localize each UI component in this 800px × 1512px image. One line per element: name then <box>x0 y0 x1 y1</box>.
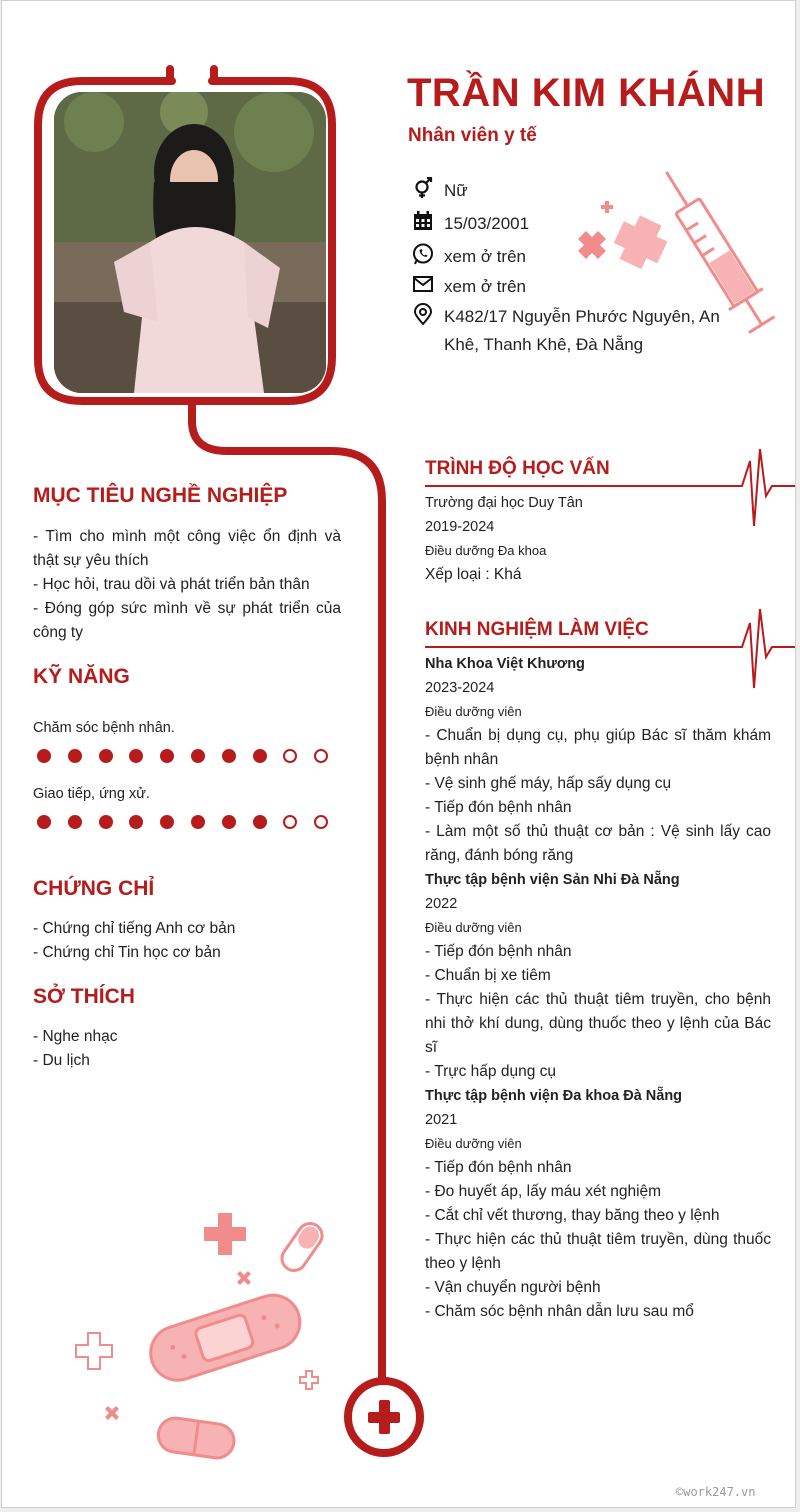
job-duty: - Thực hiện các thủ thuật tiêm truyền, dùng thuốc theo y lệnh <box>425 1231 771 1272</box>
job-company: Nha Khoa Việt Khương <box>425 656 585 672</box>
skill-dot <box>68 815 82 829</box>
certificate-line: - Chứng chỉ Tin học cơ bản <box>33 944 221 961</box>
education-major: Điều dưỡng Đa khoa <box>425 543 547 558</box>
hobbies-text <box>33 1025 341 1073</box>
skill-dot <box>222 815 236 829</box>
skill-dot <box>222 749 236 763</box>
watermark: ©work247.vn <box>676 1485 756 1499</box>
mail-icon <box>412 273 434 295</box>
education-grade: Xếp loại : Khá <box>425 566 522 583</box>
skill-rating <box>37 749 345 769</box>
location-icon <box>412 303 434 325</box>
skill-dot <box>253 749 267 763</box>
skill-dot <box>314 749 328 763</box>
job-years: 2023-2024 <box>425 680 495 696</box>
skill-dot <box>68 749 82 763</box>
dob-value: 15/03/2001 <box>444 214 530 233</box>
skill-name: Giao tiếp, ứng xử. <box>33 786 150 802</box>
job-duty: - Thực hiện các thủ thuật tiêm truyền, cho bệnh nhi thở khí dung, dùng thuốc theo y lệnh của Bác sĩ <box>425 991 771 1056</box>
decor-bottom-left <box>76 1213 327 1460</box>
education-heading: TRÌNH ĐỘ HỌC VẤN <box>425 458 610 479</box>
email-value[interactable]: xem ở trên <box>444 277 527 296</box>
certificate-line: - Chứng chỉ tiếng Anh cơ bản <box>33 920 236 937</box>
cv-page <box>1 0 796 1508</box>
skill-dot <box>160 815 174 829</box>
gender-icon <box>412 177 434 199</box>
experience-block <box>425 652 771 1324</box>
objective-line: - Đóng góp sức mình về sự phát triển của công ty <box>33 600 341 641</box>
skill-dot <box>253 815 267 829</box>
bandage-icon <box>144 1288 307 1387</box>
avatar <box>54 92 326 393</box>
phone-icon <box>412 243 434 265</box>
job-role: Điều dưỡng viên <box>425 1136 522 1151</box>
objective-line: - Học hỏi, trau dồi và phát triển bản thân <box>33 576 310 593</box>
hobby-line: - Nghe nhạc <box>33 1028 118 1045</box>
job-duty: - Cắt chỉ vết thương, thay băng theo y lệnh <box>425 1207 720 1224</box>
objective-line: - Tìm cho mình một công việc ổn định và thật sự yêu thích <box>33 528 341 569</box>
job-title: Nhân viên y tế <box>408 125 537 146</box>
job-years: 2021 <box>425 1112 458 1128</box>
job-duty: - Chuẩn bị xe tiêm <box>425 967 551 984</box>
certificates-text <box>33 917 341 965</box>
job-duty: - Tiếp đón bệnh nhân <box>425 799 572 816</box>
experience-heading: KINH NGHIỆM LÀM VIỆC <box>425 619 649 640</box>
job-duty: - Đo huyết áp, lấy máu xét nghiệm <box>425 1183 662 1200</box>
skill-dot <box>99 815 113 829</box>
medical-cross-icon <box>348 1381 420 1453</box>
skill-dot <box>191 749 205 763</box>
job-years: 2022 <box>425 896 458 912</box>
skill-dot <box>314 815 328 829</box>
job-duty: - Chuẩn bị dụng cụ, phụ giúp Bác sĩ thăm khám bệnh nhân <box>425 727 771 768</box>
person-name: TRẦN KIM KHÁNH <box>407 71 766 115</box>
job-company: Thực tập bệnh viện Sản Nhi Đà Nẵng <box>425 872 680 888</box>
address-value: K482/17 Nguyễn Phước Nguyên, An Khê, Thanh Khê, Đà Nẵng <box>444 307 720 354</box>
job-duty: - Trực hấp dụng cụ <box>425 1063 557 1080</box>
job-duty: - Vận chuyển người bệnh <box>425 1279 601 1296</box>
job-duty: - Làm một số thủ thuật cơ bản : Vệ sinh lấy cao răng, đánh bóng răng <box>425 823 771 864</box>
skills-heading: KỸ NĂNG <box>33 665 130 688</box>
skill-dot <box>99 749 113 763</box>
skill-dot <box>191 815 205 829</box>
hobby-line: - Du lịch <box>33 1052 90 1069</box>
skill-name: Chăm sóc bệnh nhân. <box>33 720 175 736</box>
skill-dot <box>37 749 51 763</box>
skill-dot <box>129 749 143 763</box>
job-company: Thực tập bệnh viện Đa khoa Đà Nẵng <box>425 1088 683 1104</box>
skill-dot <box>129 815 143 829</box>
objective-heading: MỤC TIÊU NGHỀ NGHIỆP <box>33 484 288 507</box>
decor-crosses-top <box>578 201 673 274</box>
phone-value[interactable]: xem ở trên <box>444 247 527 266</box>
pill-icon <box>277 1219 326 1275</box>
job-duty: - Chăm sóc bệnh nhân dẫn lưu sau mổ <box>425 1303 694 1320</box>
job-duty: - Vệ sinh ghế máy, hấp sấy dụng cụ <box>425 775 672 792</box>
education-school: Trường đại học Duy Tân <box>425 495 583 511</box>
skill-dot <box>283 749 297 763</box>
calendar-icon <box>412 210 434 232</box>
certificates-heading: CHỨNG CHỈ <box>33 877 155 900</box>
job-duty: - Tiếp đón bệnh nhân <box>425 943 572 960</box>
skill-dot <box>283 815 297 829</box>
gender-value: Nữ <box>444 181 468 200</box>
skill-dot <box>160 749 174 763</box>
job-role: Điều dưỡng viên <box>425 704 522 719</box>
job-role: Điều dưỡng viên <box>425 920 522 935</box>
skill-rating <box>37 815 345 835</box>
education-years: 2019-2024 <box>425 519 495 535</box>
hobbies-heading: SỞ THÍCH <box>33 985 135 1008</box>
skill-dot <box>37 815 51 829</box>
education-block <box>425 491 770 587</box>
job-duty: - Tiếp đón bệnh nhân <box>425 1159 572 1176</box>
objective-text <box>33 525 341 645</box>
